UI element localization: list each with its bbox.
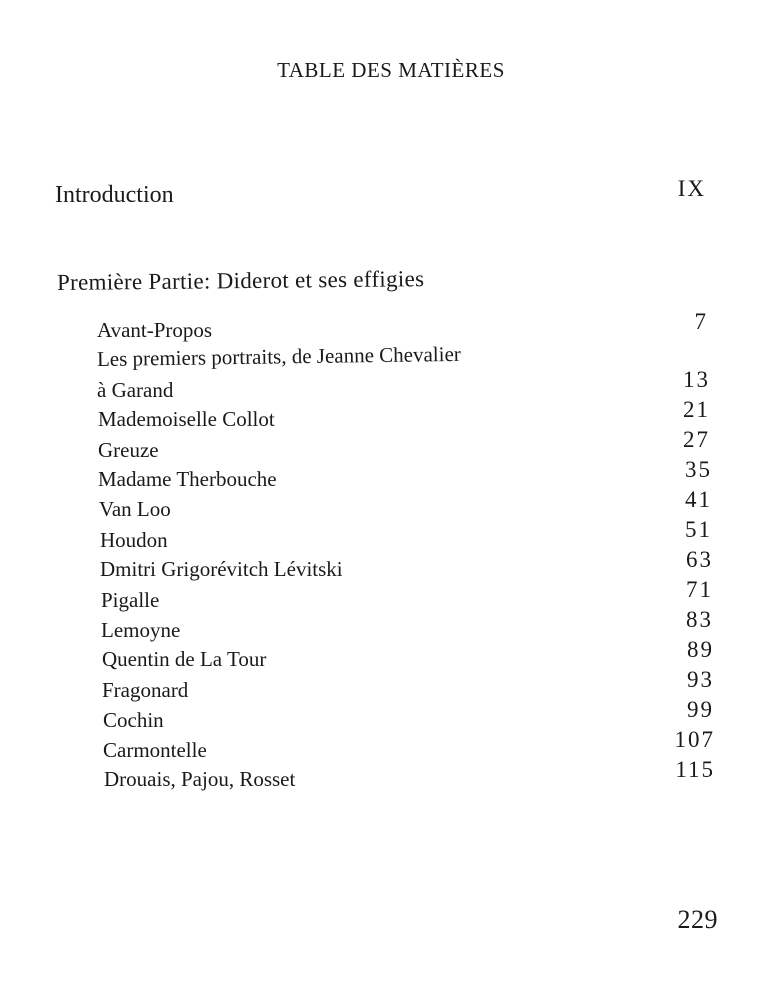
toc-entry-label: Van Loo (99, 497, 171, 521)
toc-entry-page: 41 (685, 487, 712, 512)
toc-entry-label: Drouais, Pajou, Rosset (104, 767, 296, 791)
toc-entry-label: Les premiers portraits, de Jeanne Chevalier (96, 341, 462, 371)
toc-entry-label: Mademoiselle Collot (98, 407, 275, 431)
toc-entry-page: 35 (685, 457, 712, 482)
toc-entry-page: 107 (674, 727, 715, 752)
toc-entry-label: Houdon (100, 528, 168, 552)
toc-introduction-label: Introduction (55, 182, 174, 208)
toc-entry-page: 93 (687, 667, 714, 692)
toc-entry-page: 51 (685, 517, 712, 542)
page-number: 229 (677, 905, 718, 934)
toc-entry-page: 89 (687, 637, 714, 662)
toc-entry-label: Pigalle (101, 588, 160, 612)
toc-entry-label: Lemoyne (101, 618, 181, 642)
toc-entry-label: Carmontelle (103, 738, 207, 762)
toc-entry-label: Dmitri Grigorévitch Lévitski (100, 557, 343, 581)
toc-entry-page: 21 (683, 397, 710, 422)
toc-entry-page: 27 (683, 427, 710, 452)
toc-entry-page: 13 (683, 367, 710, 392)
toc-entry-page: 71 (686, 577, 713, 602)
page-title: TABLE DES MATIÈRES (277, 58, 505, 82)
toc-entry-label: Cochin (103, 708, 164, 732)
toc-entry-page: 7 (694, 309, 708, 334)
toc-entry-page: 115 (675, 757, 715, 782)
toc-entry-page: 63 (686, 547, 713, 572)
toc-entry-label: Fragonard (102, 678, 189, 702)
toc-entry-label: Quentin de La Tour (102, 647, 267, 671)
toc-entry-label: à Garand (97, 378, 174, 402)
part-title: Première Partie: Diderot et ses effigies (56, 266, 425, 295)
toc-entry-page: 99 (687, 697, 714, 722)
toc-entry-label: Avant-Propos (97, 318, 213, 342)
toc-introduction-page: IX (677, 176, 706, 201)
toc-entry-label: Madame Therbouche (98, 467, 277, 491)
toc-entry-label: Greuze (98, 438, 159, 462)
toc-entry-page: 83 (686, 607, 713, 632)
